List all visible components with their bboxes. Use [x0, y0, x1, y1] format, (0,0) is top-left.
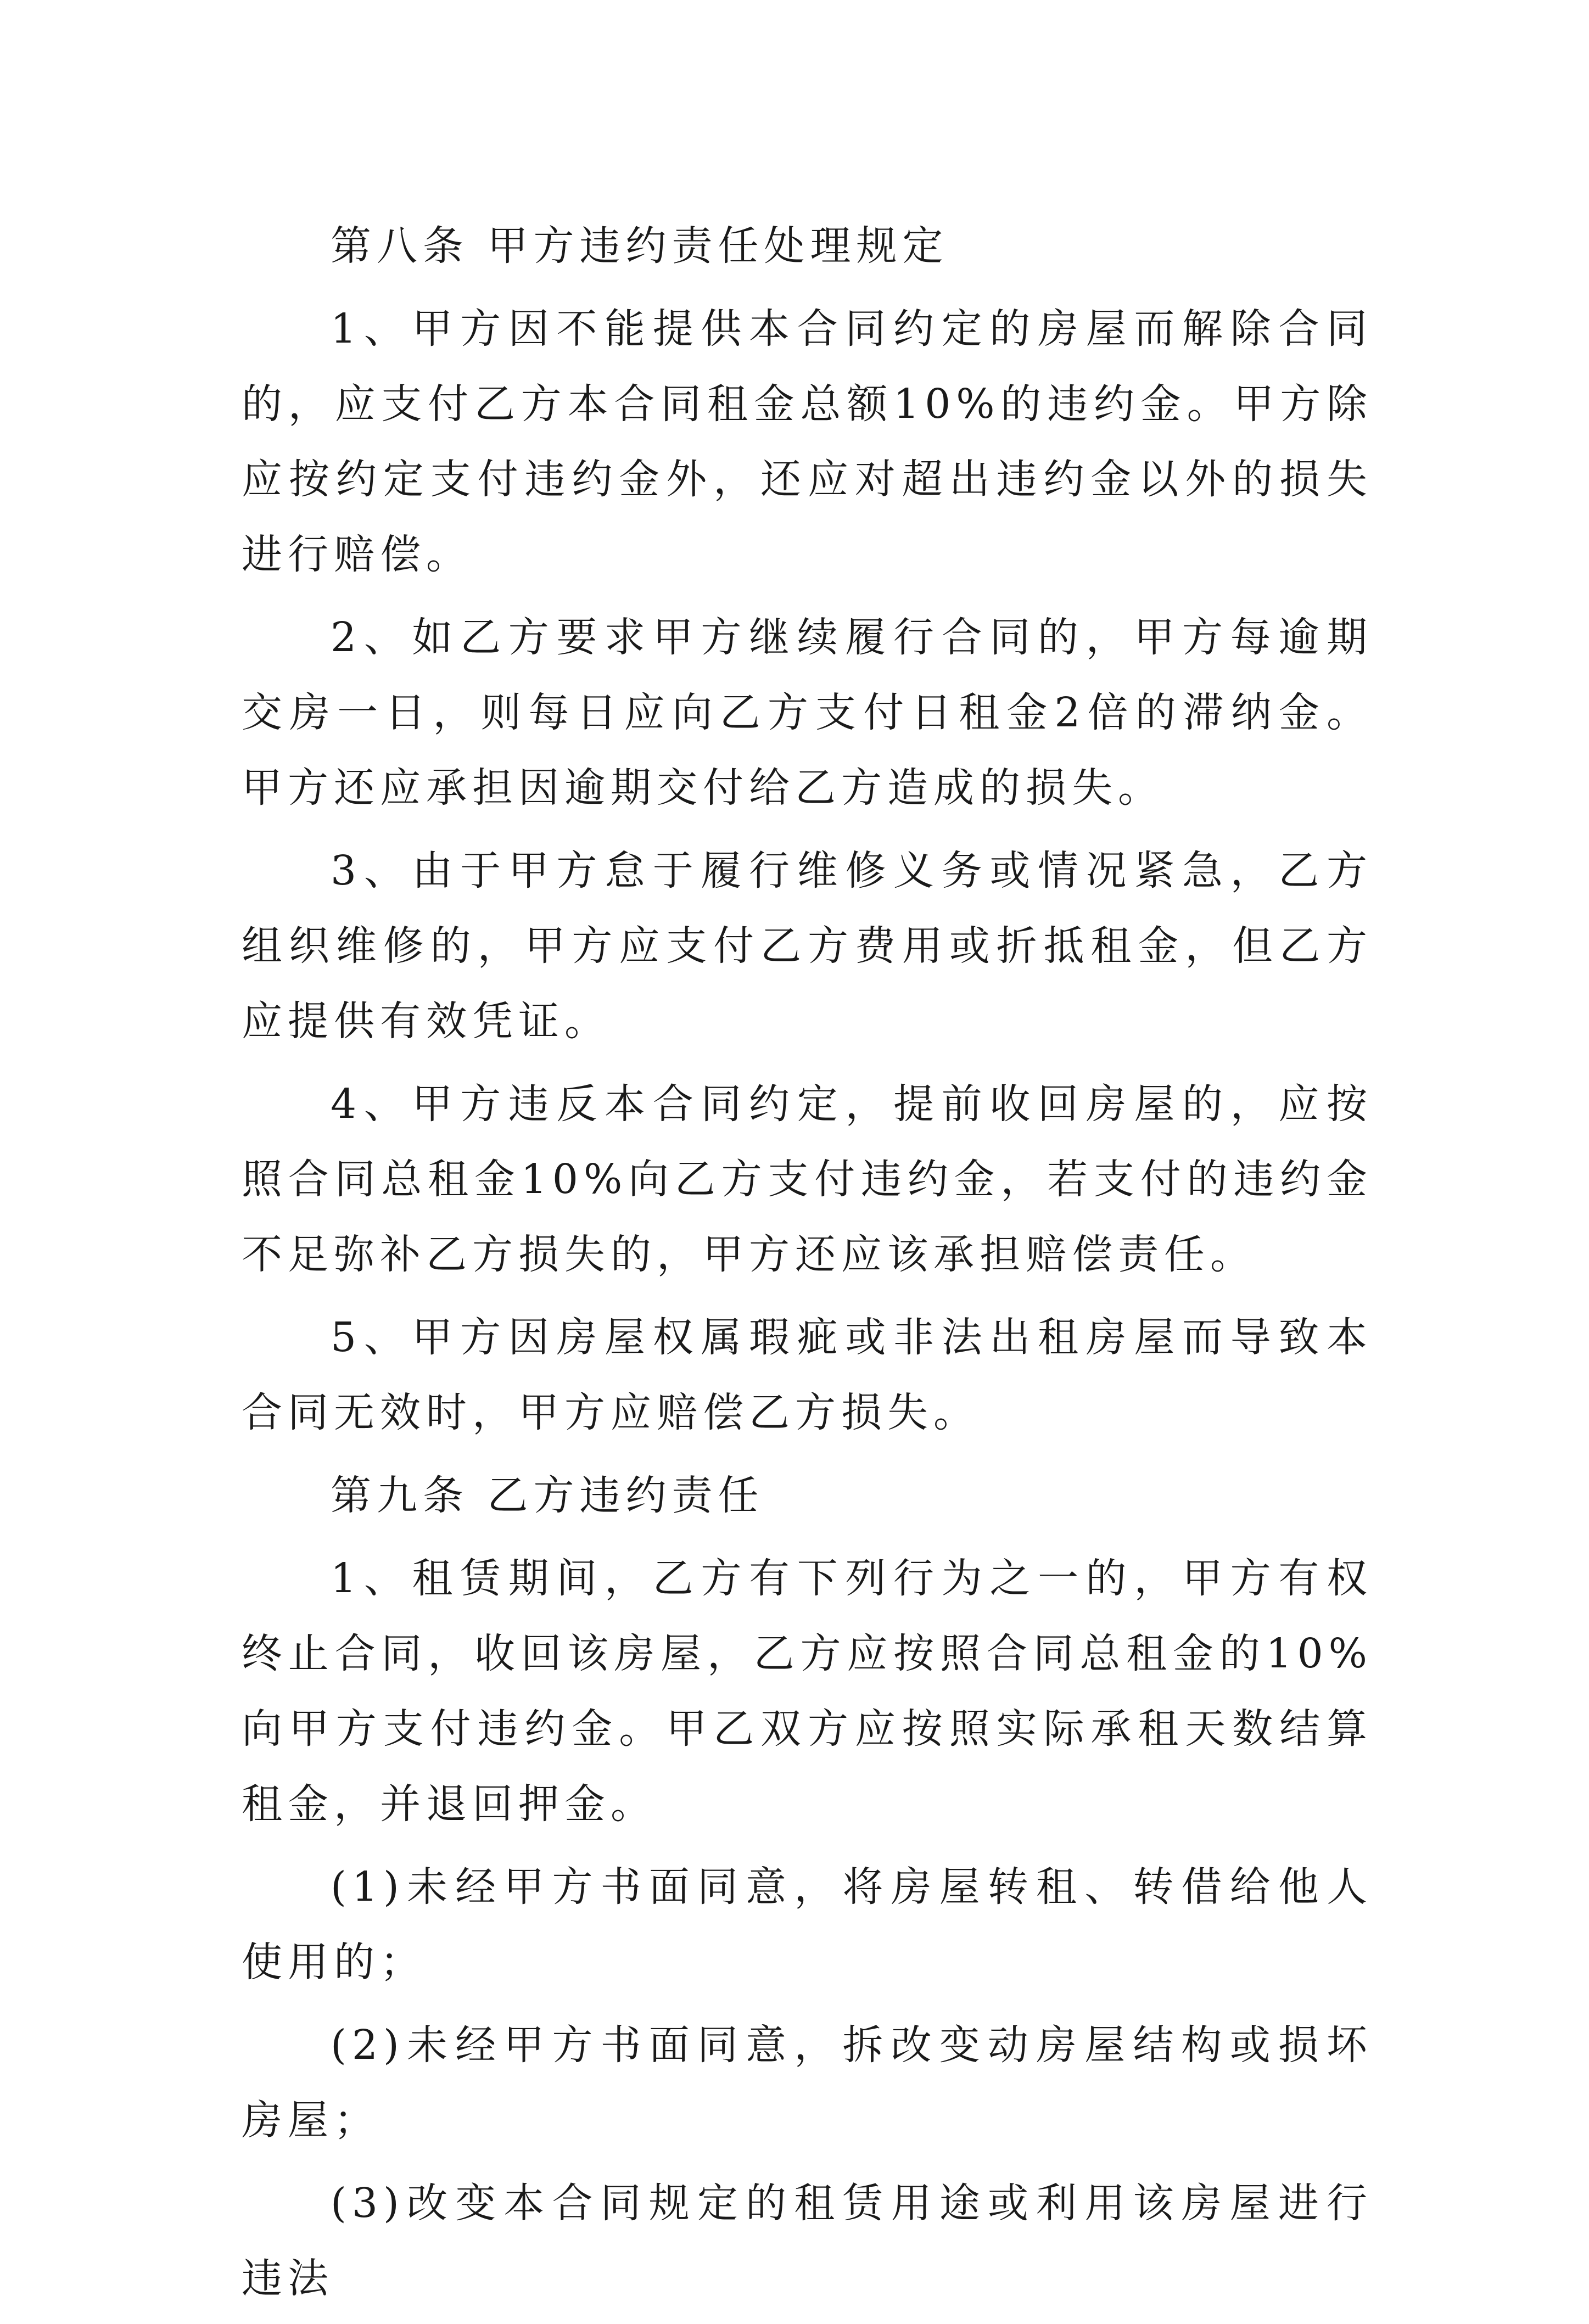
- article-9-item-3: (3)改变本合同规定的租赁用途或利用该房屋进行违法: [242, 2180, 1373, 2302]
- article-8-clause-4: 4、甲方违反本合同约定，提前收回房屋的，应按照合同总租金10%向乙方支付违约金，若支付的违约金不足弥补乙方损失的，甲方还应该承担赔偿责任。: [242, 1080, 1373, 1278]
- contract-text: [242, 209, 1373, 2324]
- article-8-clause-5: 5、甲方因房屋权属瑕疵或非法出租房屋而导致本合同无效时，甲方应赔偿乙方损失。: [242, 1314, 1373, 1436]
- article-8-clause-3: 3、由于甲方怠于履行维修义务或情况紧急，乙方组织维修的，甲方应支付乙方费用或折抵租金，但乙方应提供有效凭证。: [242, 847, 1373, 1045]
- article-8-clause-1: 1、甲方因不能提供本合同约定的房屋而解除合同的，应支付乙方本合同租金总额10%的违约金。甲方除应按约定支付违约金外，还应对超出违约金以外的损失进行赔偿。: [242, 305, 1373, 578]
- article-8-clause-2: 2、如乙方要求甲方继续履行合同的，甲方每逾期交房一日，则每日应向乙方支付日租金2倍的滞纳金。甲方还应承担因逾期交付给乙方造成的损失。: [242, 614, 1373, 811]
- article-9-heading: 第九条 乙方违约责任: [331, 1472, 764, 1519]
- article-9-clause-1: 1、租赁期间，乙方有下列行为之一的，甲方有权终止合同，收回该房屋，乙方应按照合同总租金的10%向甲方支付违约金。甲乙双方应按照实际承租天数结算租金，并退回押金。: [242, 1555, 1373, 1828]
- article-8-heading: 第八条 甲方违约责任处理规定: [331, 222, 949, 270]
- article-9-item-1: (1)未经甲方书面同意，将房屋转租、转借给他人使用的；: [242, 1863, 1373, 1986]
- article-9-item-2: (2)未经甲方书面同意，拆改变动房屋结构或损坏房屋；: [242, 2021, 1373, 2144]
